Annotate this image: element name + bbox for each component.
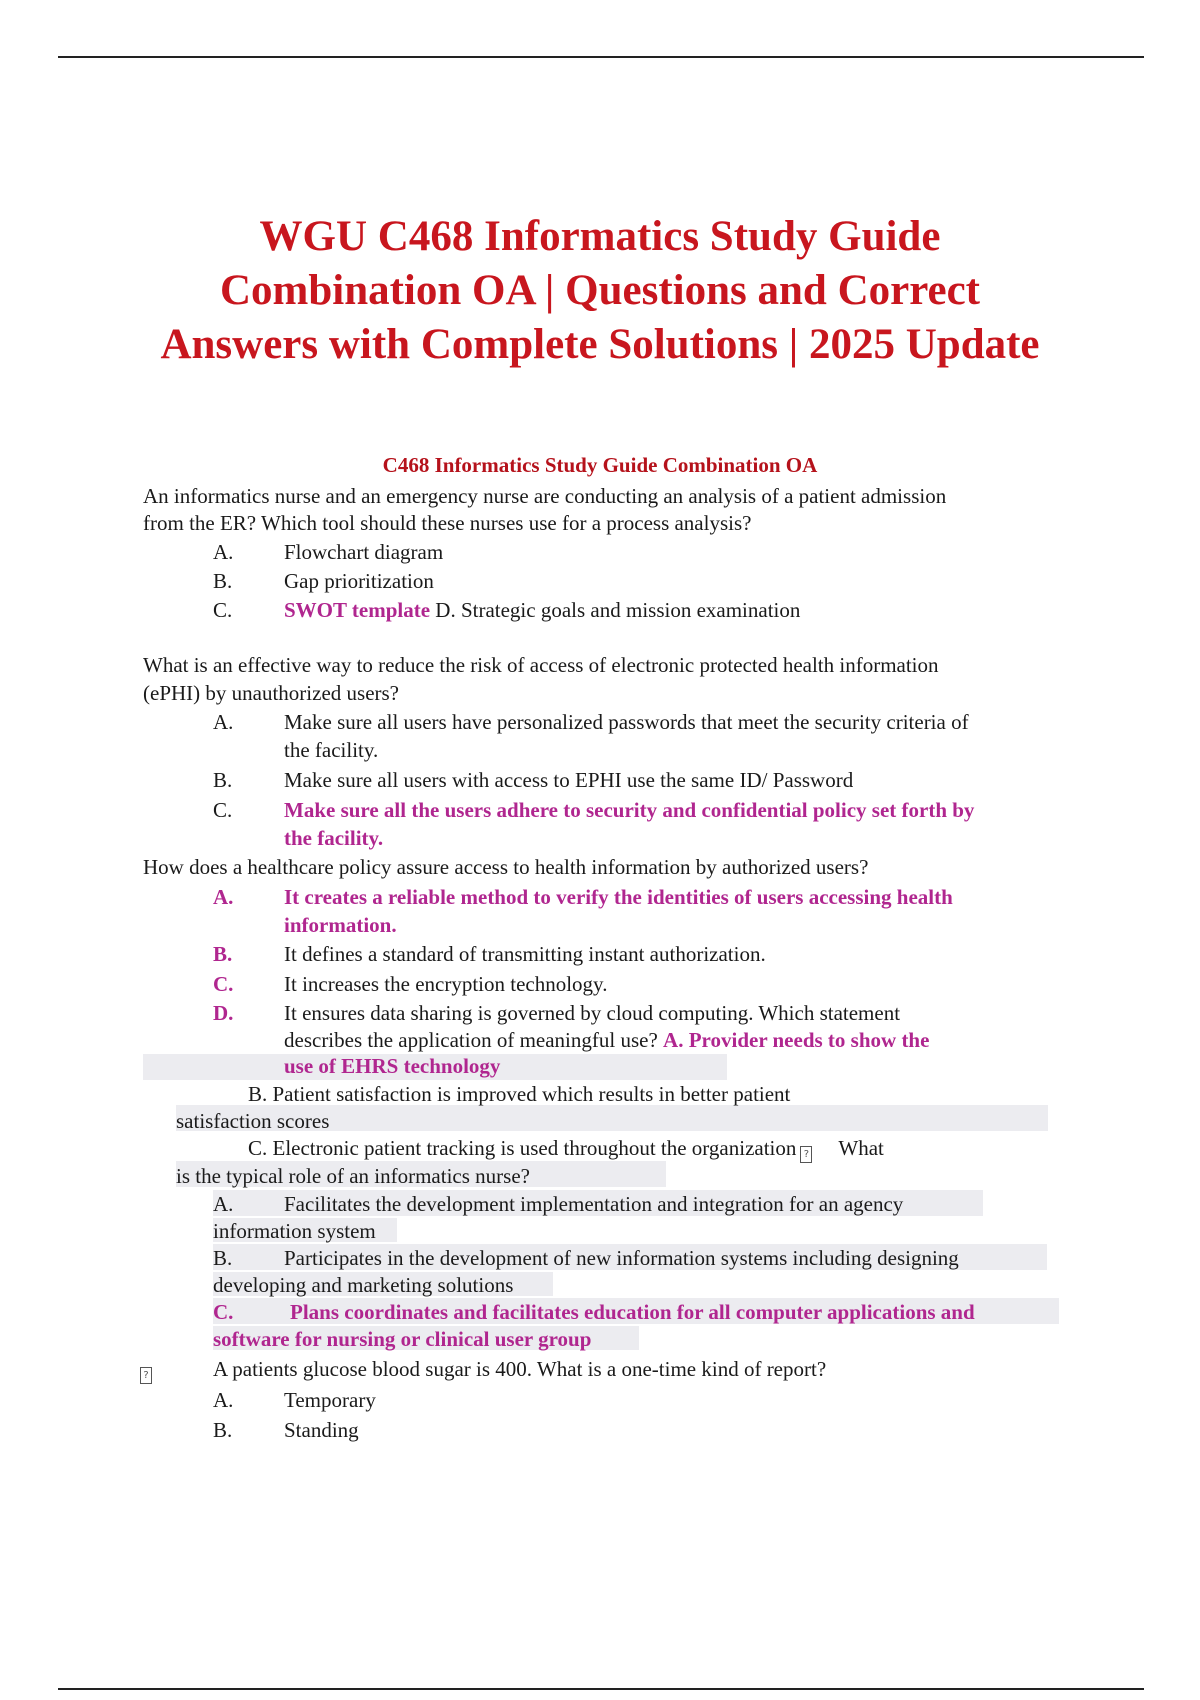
- q5-option-b-line-2: developing and marketing solutions: [213, 1273, 514, 1297]
- q1-stem-line-1: An informatics nurse and an emergency nurse are conducting an analysis of a patient admission: [143, 484, 947, 508]
- bottom-rule: [58, 1688, 1144, 1690]
- top-rule: [58, 56, 1144, 58]
- meaningful-use-option-b-line-1: B. Patient satisfaction is improved which results in better patient: [248, 1082, 791, 1106]
- title-line-2: Combination OA | Questions and Correct: [219, 267, 981, 314]
- q3-option-b-letter: B.: [213, 942, 233, 966]
- q3-option-b-text: It defines a standard of transmitting instant authorization.: [284, 942, 766, 966]
- q2-option-a-line-2: the facility.: [284, 738, 379, 762]
- q5-option-a-letter: A.: [213, 1192, 234, 1216]
- q5-option-c-letter: C.: [213, 1300, 234, 1324]
- q1-option-b-text: Gap prioritization: [284, 569, 434, 593]
- q2-option-a-line-1: Make sure all users have personalized passwords that meet the security criteria of: [284, 710, 969, 734]
- title-line-3: Answers with Complete Solutions | 2025 Update: [160, 321, 1040, 368]
- q3-option-a-line-2: information.: [284, 913, 397, 937]
- meaningful-use-option-c-row: [248, 1134, 884, 1163]
- q3-option-d-line-1: It ensures data sharing is governed by cloud computing. Which statement: [284, 1001, 901, 1025]
- q2-option-c-line-1: Make sure all the users adhere to security and confidential policy set forth by: [284, 798, 975, 822]
- q5-stem-start: What: [838, 1136, 884, 1160]
- q1-option-d-inline: D. Strategic goals and mission examination: [435, 598, 801, 622]
- q3-option-c-letter: C.: [213, 972, 234, 996]
- q5-stem-line-2: is the typical role of an informatics nurse?: [176, 1164, 530, 1188]
- q1-option-c-letter: C.: [213, 598, 233, 622]
- q1-option-c-row: [284, 596, 800, 624]
- q6-option-a-text: Temporary: [284, 1388, 376, 1412]
- title-line-1: WGU C468 Informatics Study Guide: [259, 213, 941, 260]
- q2-option-a-letter: A.: [213, 710, 234, 734]
- q2-option-c-line-2: the facility.: [284, 826, 384, 850]
- meaningful-use-answer-a-line-2: use of EHRS technology: [284, 1054, 501, 1078]
- meaningful-use-option-b-line-2: satisfaction scores: [176, 1109, 330, 1133]
- q6-bullet: [140, 1355, 152, 1384]
- q5-option-b-line-1: Participates in the development of new information systems including designing: [284, 1246, 959, 1270]
- meaningful-use-option-c-text: C. Electronic patient tracking is used throughout the organization: [248, 1136, 797, 1160]
- q1-option-c-text: SWOT template: [284, 598, 431, 622]
- q6-option-b-text: Standing: [284, 1418, 359, 1442]
- missing-glyph-icon: ?: [800, 1146, 812, 1163]
- q6-option-b-letter: B.: [213, 1418, 233, 1442]
- q3-stem: How does a healthcare policy assure access to health information by authorized users?: [143, 855, 869, 879]
- q5-option-a-line-1: Facilitates the development implementation and integration for an agency: [284, 1192, 904, 1216]
- q3-option-a-line-1: It creates a reliable method to verify the identities of users accessing health: [284, 885, 953, 909]
- q1-stem-line-2: from the ER? Which tool should these nurses use for a process analysis?: [143, 511, 752, 535]
- q3-option-a-letter: A.: [213, 885, 234, 909]
- q5-option-b-letter: B.: [213, 1246, 233, 1270]
- meaningful-use-answer-a: A. Provider needs to show the: [663, 1028, 930, 1052]
- q5-option-a-line-2: information system: [213, 1219, 376, 1243]
- document-subtitle: C468 Informatics Study Guide Combination OA: [382, 453, 818, 477]
- document-title: [0, 210, 1200, 372]
- q6-option-a-letter: A.: [213, 1388, 234, 1412]
- bullet-glyph-icon: ?: [140, 1367, 152, 1384]
- q5-option-c-line-2: software for nursing or clinical user group: [213, 1327, 592, 1351]
- q1-option-a-letter: A.: [213, 540, 234, 564]
- q6-stem: A patients glucose blood sugar is 400. What is a one-time kind of report?: [213, 1357, 827, 1381]
- q2-stem-line-2: (ePHI) by unauthorized users?: [143, 681, 399, 705]
- q3-option-c-text: It increases the encryption technology.: [284, 972, 608, 996]
- q2-option-b-text: Make sure all users with access to EPHI use the same ID/ Password: [284, 768, 854, 792]
- q2-option-b-letter: B.: [213, 768, 233, 792]
- q3-option-d-letter: D.: [213, 1001, 234, 1025]
- q5-option-c-line-1: Plans coordinates and facilitates education for all computer applications and: [290, 1300, 975, 1324]
- q3-option-d-line-2-text: describes the application of meaningful use?: [284, 1028, 664, 1052]
- q2-stem-line-1: What is an effective way to reduce the risk of access of electronic protected health information: [143, 653, 939, 677]
- q3-option-d-line-2: [284, 1026, 929, 1054]
- q1-option-b-letter: B.: [213, 569, 233, 593]
- q2-option-c-letter: C.: [213, 798, 233, 822]
- q1-option-a-text: Flowchart diagram: [284, 540, 444, 564]
